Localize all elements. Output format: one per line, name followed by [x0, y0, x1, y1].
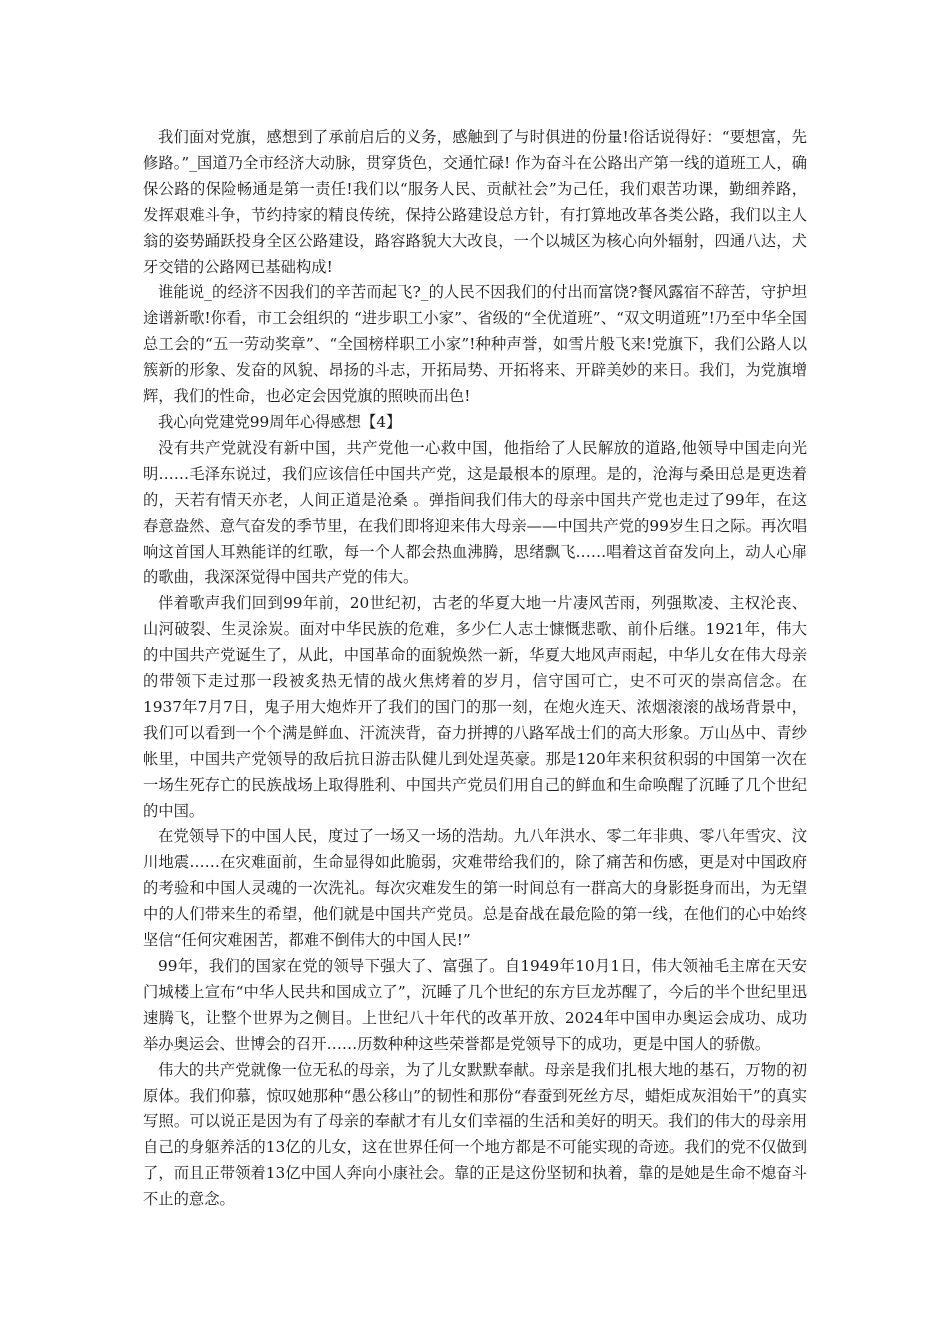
paragraph: 伴着歌声我们回到99年前，20世纪初，古老的华夏大地一片凄风苦雨，列强欺凌、主权沦丧、山河破裂、生灵涂炭。面对中华民族的危难，多少仁人志士慷慨悲歌、前仆后继。1921年，伟大的中国共产党诞生了，从此，中国革命的面貌焕然一新，华夏大地风声雨起，中华儿女在伟大母亲的带领下走过那一段被炙热无情的战火焦烤着的岁月，信守国可亡，史不可灭的崇高信念。在1937年7月7日，鬼子用大炮炸开了我们的国门的那一刻，在炮火连天、浓烟滚滚的战场背景中，我们可以看到一个个满是鲜血、汗流浃背，奋力拼搏的八路军战士们的高大形象。万山丛中、青纱帐里，中国共产党领导的敌后抗日游击队健儿到处逞英豪。那是120年来积贫积弱的中国第一次在一场生死存亡的民族战场上取得胜利、中国共产党员们用自己的鲜血和生命唤醒了沉睡了几个世纪的中国。: [143, 594, 807, 820]
paragraph: 在党领导下的中国人民，度过了一场又一场的浩劫。九八年洪水、零二年非典、零八年雪灾、汶川地震……在灾难面前，生命显得如此脆弱，灾难带给我们的，除了痛苦和伤感，更是对中国政府的考验和中国人灵魂的一次洗礼。每次灾难发生的第一时间总有一群高大的身影挺身而出，为无望中的人们带来生的希望，他们就是中国共产党员。总是奋战在最危险的第一线，在他们的心中始终坚信“任何灾难困苦，都难不倒伟大的中国人民!”: [143, 827, 807, 950]
paragraph: 谁能说_的经济不因我们的辛苦而起飞?_的人民不因我们的付出而富饶?餐风露宿不辞苦，守护坦途谱新歌!你看，市工会组织的 “进步职工小家”、省级的“全优道班”、“双文明道班”!乃至中华全国总工会的“五一劳动奖章”、“全国榜样职工小家”!种种声誉，如雪片般飞来!党旗下，我们公路人以簇新的形象、发奋的风貌、昂扬的斗志，开拓局势、开拓将来、开辟美妙的来日。我们，为党旗增辉，我们的性命，也必定会因党旗的照映而出色!: [143, 283, 807, 406]
paragraph: 没有共产党就没有新中国，共产党他一心救中国，他指给了人民解放的道路,他领导中国走向光明……毛泽东说过，我们应该信任中国共产党，这是最根本的原理。是的，沧海与桑田总是更迭着的，天若有情天亦老，人间正道是沧桑 。弹指间我们伟大的母亲中国共产党也走过了99年，在这春意盎然、意气奋发的季节里，在我们即将迎来伟大母亲——中国共产党的99岁生日之际。再次唱响这首国人耳熟能详的红歌，每一个人都会热血沸腾，思绪飘飞……唱着这首奋发向上，动人心扉的歌曲，我深深觉得中国共产党的伟大。: [143, 438, 807, 587]
paragraph: 伟大的共产党就像一位无私的母亲，为了儿女默默奉献。母亲是我们扎根大地的基石，万物的初原体。我们仰慕，惊叹她那种“愚公移山”的韧性和那份“春蚕到死丝方尽，蜡炬成灰泪始干”的真实写照。可以说正是因为有了母亲的奉献才有儿女们幸福的生活和美好的明天。我们的伟大的母亲用自己的身躯养活的13亿的儿女，这在世界任何一个地方都是不可能实现的奇迹。我们的党不仅做到了，而且正带领着13亿中国人奔向小康社会。靠的正是这份坚韧和执着，靠的是她是生命不熄奋斗不止的意念。: [143, 1060, 807, 1209]
document-body: [143, 125, 807, 1213]
paragraph: 我们面对党旗，感想到了承前启后的义务，感触到了与时俱进的份量!俗话说得好：“要想富，先修路。”_国道乃全市经济大动脉，贯穿货色，交通忙碌! 作为奋斗在公路出产第一线的道班工人，确保公路的保险畅通是第一责任!我们以“服务人民、贡献社会”为己任，我们艰苦功课，勤细养路，发挥艰难斗争，节约持家的精良传统，保持公路建设总方针，有打算地改革各类公路，我们以主人翁的姿势踊跃投身全区公路建设，路容路貌大大改良，一个以城区为核心向外辐射，四通八达，犬牙交错的公路网已基础构成!: [143, 128, 807, 276]
paragraph: 99年，我们的国家在党的领导下强大了、富强了。自1949年10月1日，伟大领袖毛主席在天安门城楼上宣布“中华人民共和国成立了”，沉睡了几个世纪的东方巨龙苏醒了，今后的半个世纪里迅速腾飞，让整个世界为之侧目。上世纪八十年代的改革开放、2024年中国申办奥运会成功、成功举办奥运会、世博会的召开……历数种种这些荣誉都是党领导下的成功，更是中国人的骄傲。: [143, 957, 807, 1053]
section-heading: 我心向党建党99周年心得感想【4】: [158, 412, 402, 431]
